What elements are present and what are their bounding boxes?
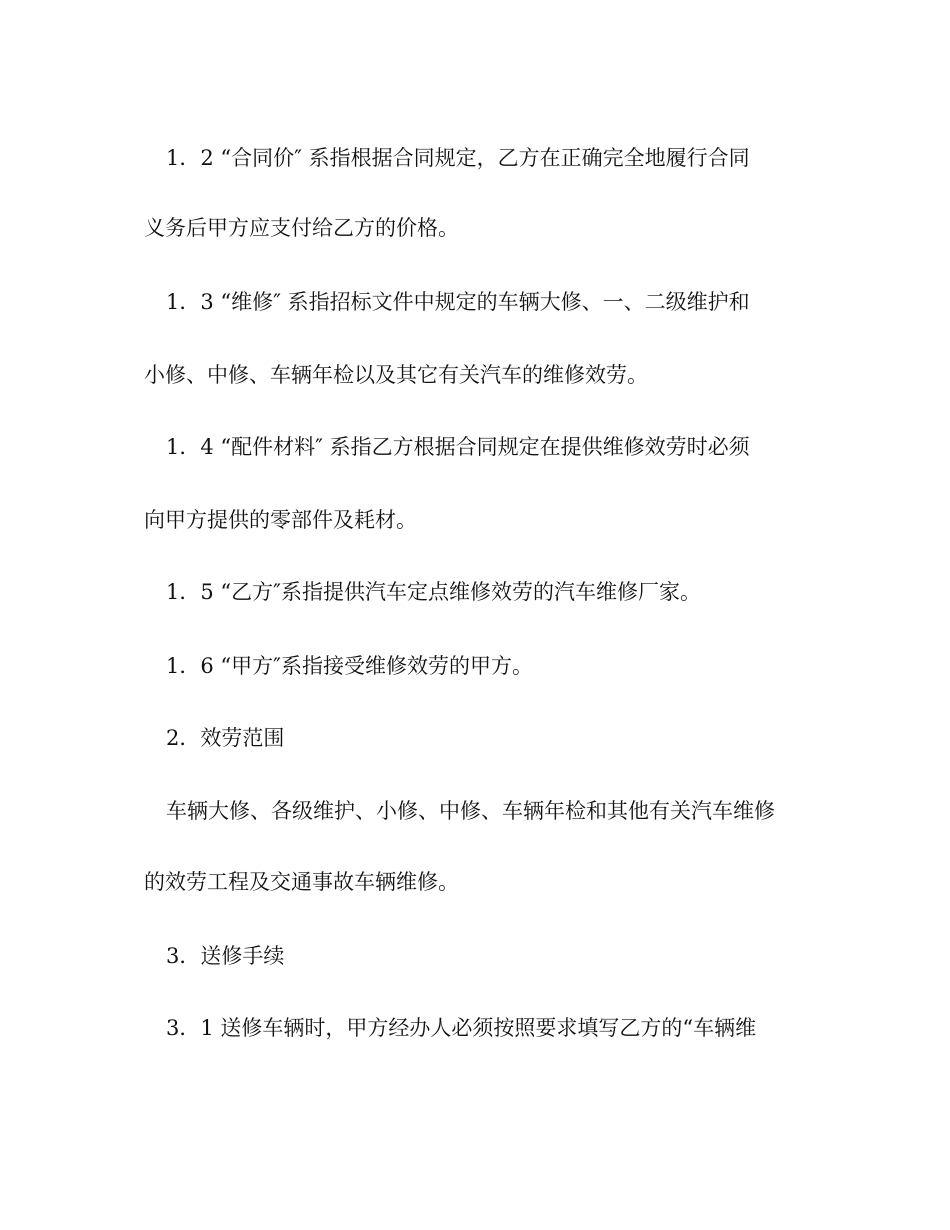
clause-1-3-line-1: 1．3 “维修″ 系指招标文件中规定的车辆大修、一、二级维护和 <box>166 290 750 314</box>
clause-3-1-line-1: 3．1 送修车辆时，甲方经办人必须按照要求填写乙方的“车辆维 <box>166 1016 757 1040</box>
clause-1-4-line-2: 向甲方提供的零部件及耗材。 <box>144 508 417 532</box>
clause-1-2-line-2: 义务后甲方应支付给乙方的价格。 <box>144 216 459 240</box>
section-3-heading: 3．送修手续 <box>166 944 285 968</box>
clause-1-3-line-2: 小修、中修、车辆年检以及其它有关汽车的维修效劳。 <box>144 363 648 387</box>
clause-1-6: 1．6 “甲方″系指接受维修效劳的甲方。 <box>166 654 533 678</box>
clause-1-4-line-1: 1．4 “配件材料″ 系指乙方根据合同规定在提供维修效劳时必须 <box>166 435 750 459</box>
clause-1-2-line-1: 1．2 “合同价″ 系指根据合同规定，乙方在正确完全地履行合同 <box>166 146 750 170</box>
section-2-body-line-2: 的效劳工程及交通事故车辆维修。 <box>144 870 459 894</box>
section-2-body-line-1: 车辆大修、各级维护、小修、中修、车辆年检和其他有关汽车维修 <box>166 799 775 823</box>
clause-1-5: 1．5 “乙方″系指提供汽车定点维修效劳的汽车维修厂家。 <box>166 580 701 604</box>
section-2-heading: 2．效劳范围 <box>166 726 285 750</box>
